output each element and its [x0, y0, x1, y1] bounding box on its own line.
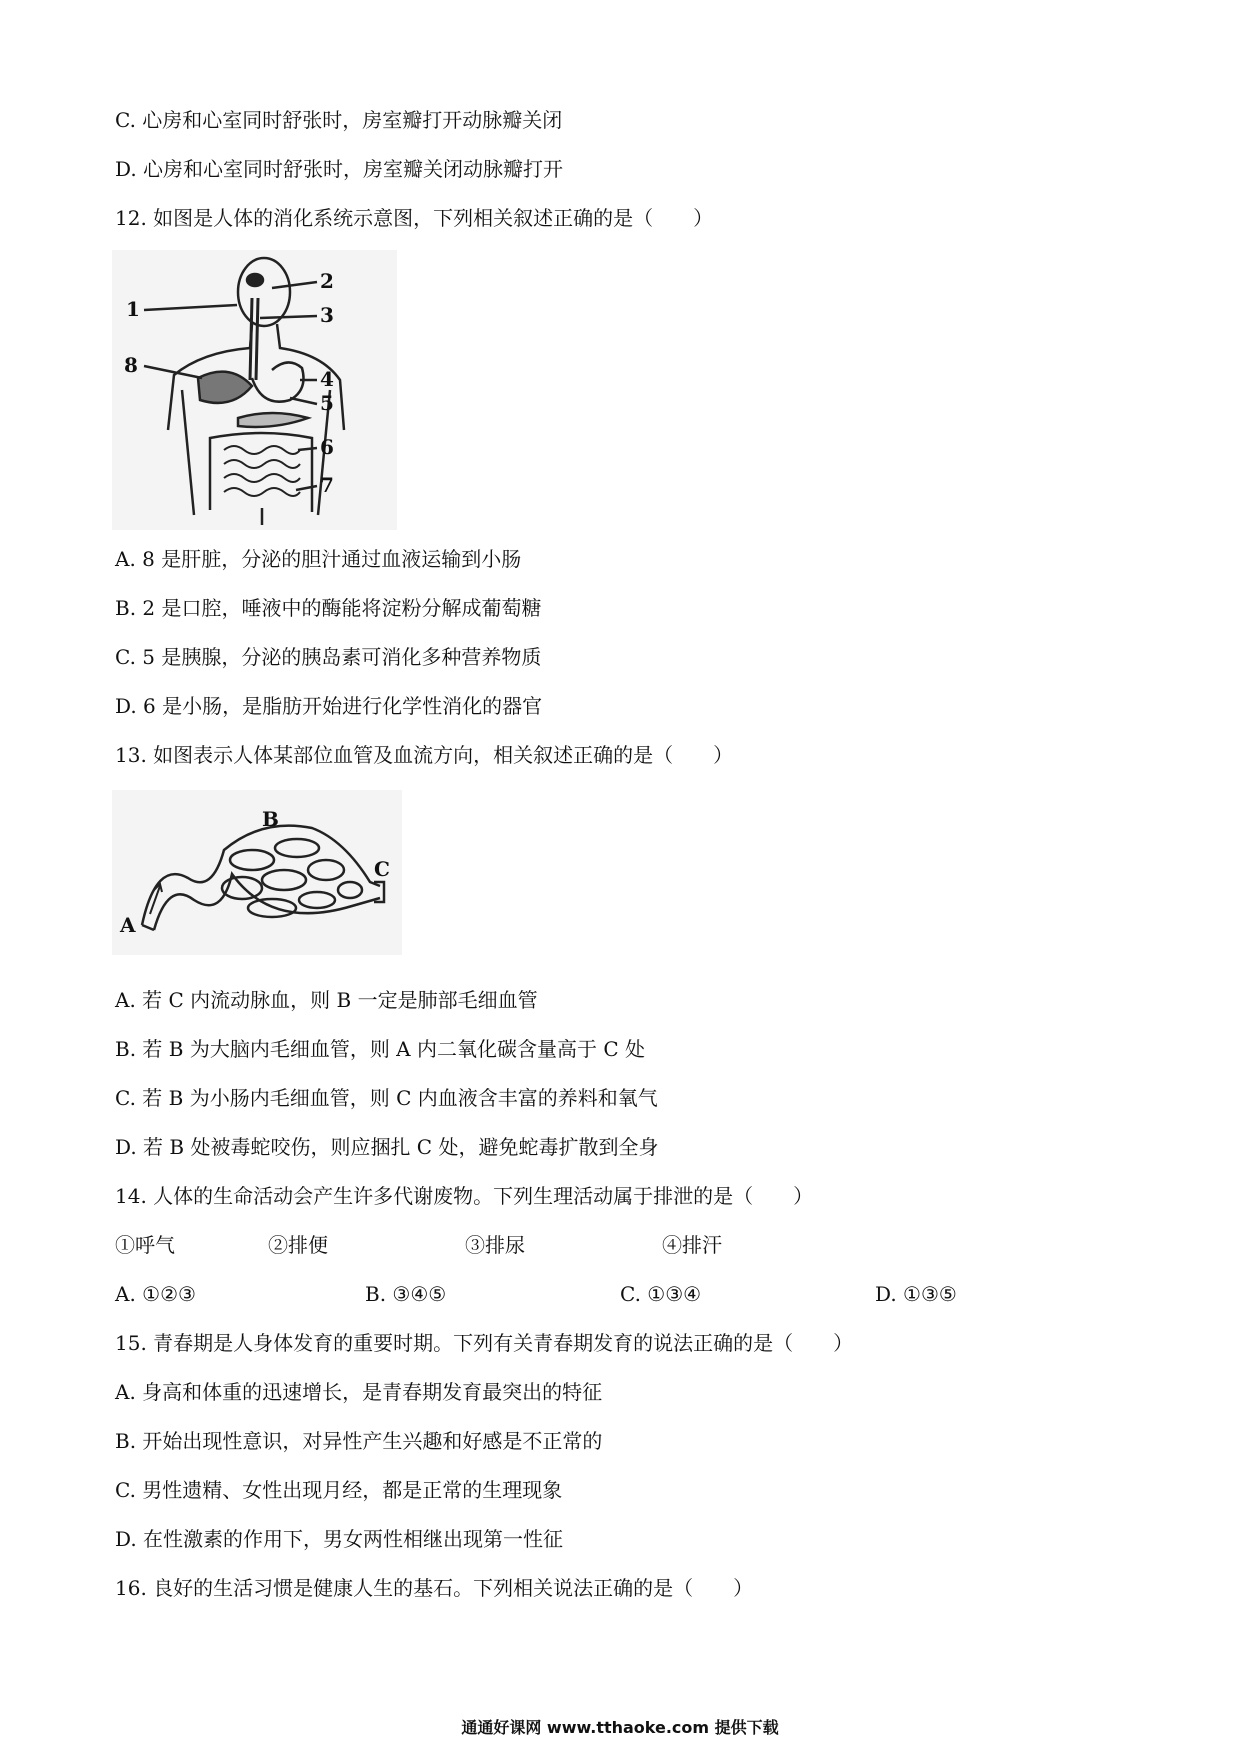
q14-item-4: ④排汗	[662, 1233, 722, 1257]
figure-label-6: 6	[320, 435, 334, 459]
figure-label-1: 1	[126, 297, 140, 321]
q12-option-a: A. 8 是肝脏，分泌的胆汁通过血液运输到小肠	[115, 547, 522, 571]
q12-stem: 12. 如图是人体的消化系统示意图，下列相关叙述正确的是（ ）	[115, 206, 714, 230]
q13-stem: 13. 如图表示人体某部位血管及血流方向，相关叙述正确的是（ ）	[115, 743, 734, 767]
q14-option-c: C. ①③④	[620, 1282, 702, 1306]
digestive-system-figure	[112, 250, 397, 530]
blood-vessel-figure	[112, 790, 402, 955]
q13-option-c: C. 若 B 为小肠内毛细血管，则 C 内血液含丰富的养料和氧气	[115, 1086, 658, 1110]
figure-label-a: A	[120, 913, 136, 937]
figure-label-8: 8	[124, 353, 138, 377]
figure-label-4: 4	[320, 367, 334, 391]
q14-stem: 14. 人体的生命活动会产生许多代谢废物。下列生理活动属于排泄的是（ ）	[115, 1184, 814, 1208]
q15-option-d: D. 在性激素的作用下，男女两性相继出现第一性征	[115, 1527, 564, 1551]
q12-option-b: B. 2 是口腔，唾液中的酶能将淀粉分解成葡萄糖	[115, 596, 542, 620]
q14-option-b: B. ③④⑤	[365, 1282, 447, 1306]
figure-label-3: 3	[320, 303, 334, 327]
q15-stem: 15. 青春期是人身体发育的重要时期。下列有关青春期发育的说法正确的是（ ）	[115, 1331, 854, 1355]
q11-option-d: D. 心房和心室同时舒张时，房室瓣关闭动脉瓣打开	[115, 157, 564, 181]
q11-option-c: C. 心房和心室同时舒张时，房室瓣打开动脉瓣关闭	[115, 108, 563, 132]
q14-option-d: D. ①③⑤	[875, 1282, 957, 1306]
q16-stem: 16. 良好的生活习惯是健康人生的基石。下列相关说法正确的是（ ）	[115, 1576, 754, 1600]
q13-option-b: B. 若 B 为大脑内毛细血管，则 A 内二氧化碳含量高于 C 处	[115, 1037, 645, 1061]
q13-option-d: D. 若 B 处被毒蛇咬伤，则应捆扎 C 处，避免蛇毒扩散到全身	[115, 1135, 659, 1159]
q12-option-c: C. 5 是胰腺，分泌的胰岛素可消化多种营养物质	[115, 645, 542, 669]
q14-item-2: ②排便	[268, 1233, 328, 1257]
q14-item-3: ③排尿	[465, 1233, 525, 1257]
figure-label-7: 7	[320, 473, 334, 497]
q14-item-1: ①呼气	[115, 1233, 175, 1257]
q15-option-a: A. 身高和体重的迅速增长，是青春期发育最突出的特征	[115, 1380, 603, 1404]
q15-option-c: C. 男性遗精、女性出现月经，都是正常的生理现象	[115, 1478, 563, 1502]
figure-label-2: 2	[320, 269, 334, 293]
q15-option-b: B. 开始出现性意识，对异性产生兴趣和好感是不正常的	[115, 1429, 603, 1453]
q13-option-a: A. 若 C 内流动脉血，则 B 一定是肺部毛细血管	[115, 988, 538, 1012]
figure-label-5: 5	[320, 391, 334, 415]
q12-option-d: D. 6 是小肠，是脂肪开始进行化学性消化的器官	[115, 694, 543, 718]
figure-label-c: C	[374, 857, 390, 881]
figure-label-b: B	[262, 807, 279, 831]
page-footer: 通通好课网 www.tthaoke.com 提供下载	[461, 1718, 779, 1737]
q14-option-a: A. ①②③	[115, 1282, 196, 1306]
